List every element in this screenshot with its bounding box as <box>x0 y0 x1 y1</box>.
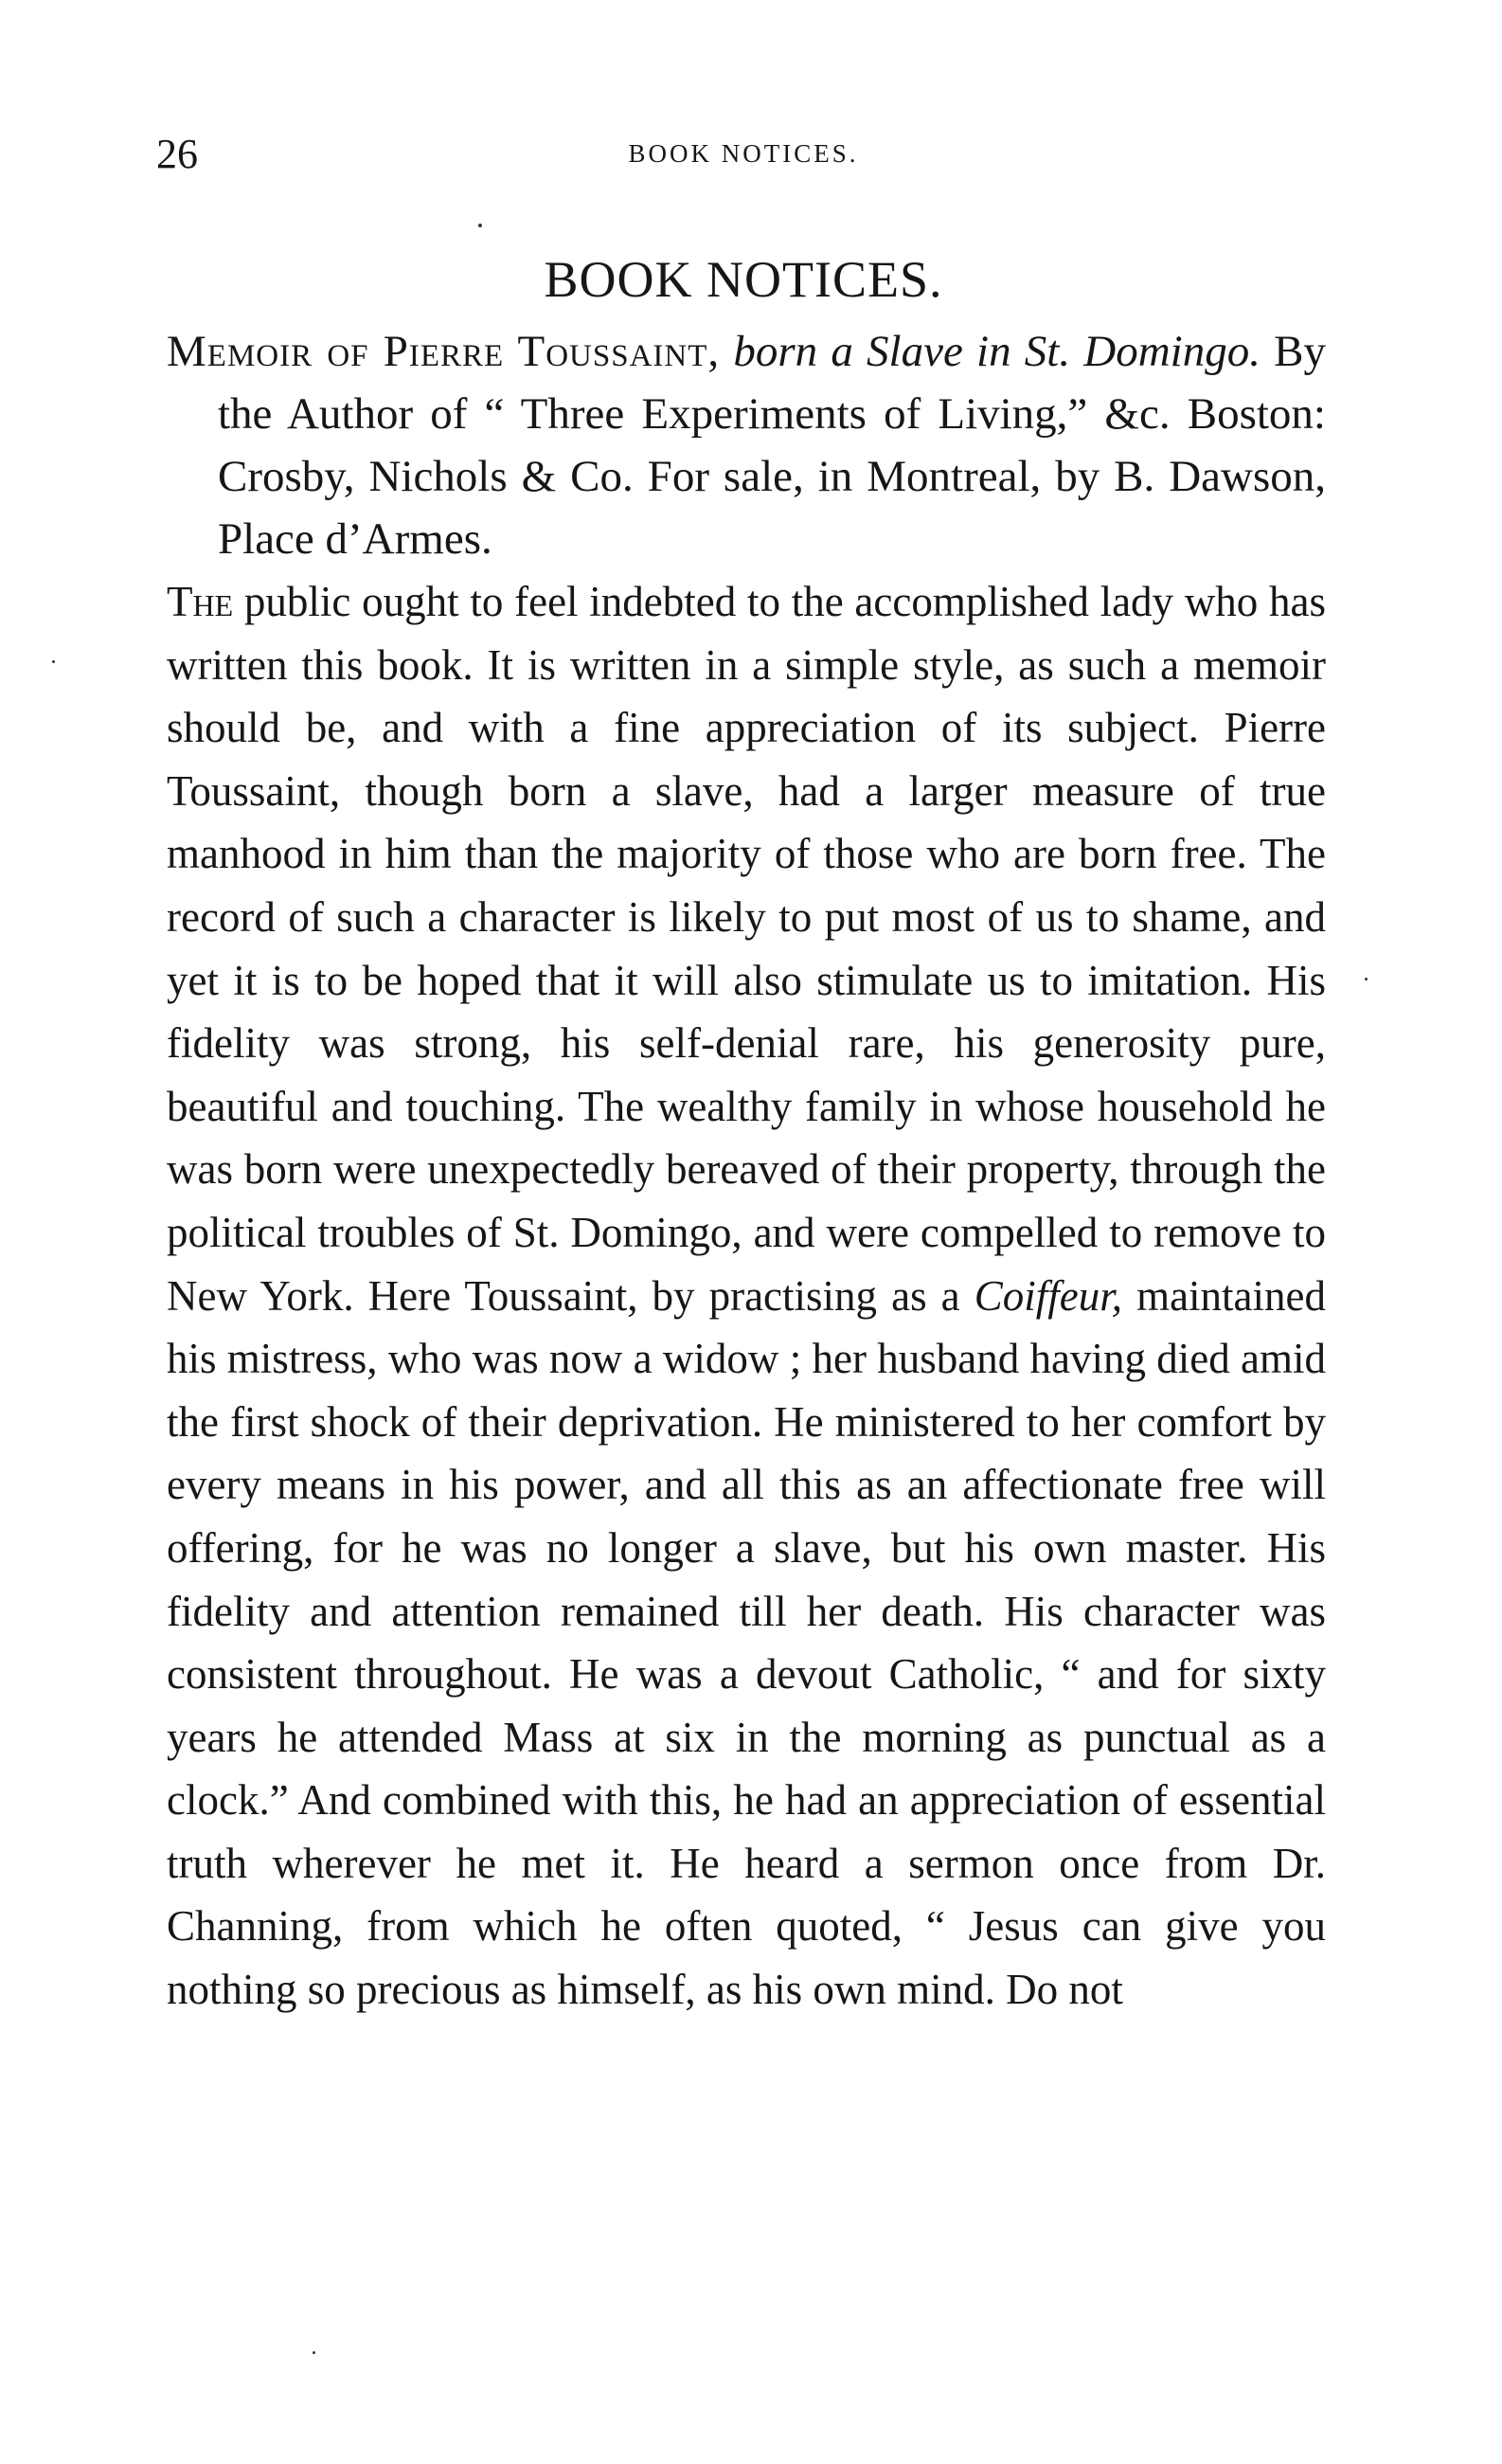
citation-title: Memoir of Pierre Toussaint, <box>167 327 721 376</box>
paragraph-text-part-1: public ought to feel indebted to the accomplished lady who has written this book. It is written in a simple style, as such a memoir should be, and with a fine appreciation of its subject. Pierre Toussaint, though born a slave, had a larger measure of true manhood in him than the majority of those who are born free. The record of such a character is likely to put most of us to shame, and yet it is to be hoped that it will also stimulate us to imitation. His fidelity was strong, his self-denial rare, his generosity pure, beautiful and touching. The wealthy family in whose household he was born were unexpectedly bereaved of their property, through the political troubles of St. Domingo, and were compelled to remove to New York. Here Toussaint, by practising as a <box>167 578 1327 1320</box>
citation-subtitle: born a Slave in St. Domingo. <box>733 327 1261 376</box>
book-citation <box>167 320 1326 570</box>
print-speck <box>478 224 482 227</box>
running-header <box>156 131 1331 178</box>
paragraph-text-part-2: maintained his mistress, who was now a widow ; her husband having died amid the first shock of their deprivation. He ministered to her comfort by every means in his power, and all this as an affectionate free will offering, for he was no longer a slave, but his own master. His fidelity and attention remained till her death. His character was consistent throughout. He was a devout Catholic, “ and for sixty years he attended Mass at six in the morning as punctual as a clock.” And combined with this, he had an appreciation of essential truth wherever he met it. He heard a sermon once from Dr. Channing, from which he often quoted, “ Jesus can give you nothing so precious as himself, as his own mind. Do not <box>167 1271 1327 2014</box>
citation-text <box>167 320 1327 570</box>
section-title: BOOK NOTICES. <box>544 251 943 308</box>
page-number: 26 <box>156 131 198 177</box>
italic-term: Coiffeur, <box>974 1271 1122 1320</box>
running-title: BOOK NOTICES. <box>628 139 859 168</box>
print-speck <box>1365 978 1368 980</box>
print-speck <box>52 660 55 663</box>
lead-word: The <box>167 578 234 625</box>
citation-details: By the Author of “ Three Experiments of Living,” &c. Boston: Crosby, Nichols & Co. For sale, in Montreal, by B. Dawson, Place d’Armes. <box>218 327 1327 564</box>
review-paragraph <box>167 570 1326 2022</box>
print-speck <box>313 2351 315 2354</box>
